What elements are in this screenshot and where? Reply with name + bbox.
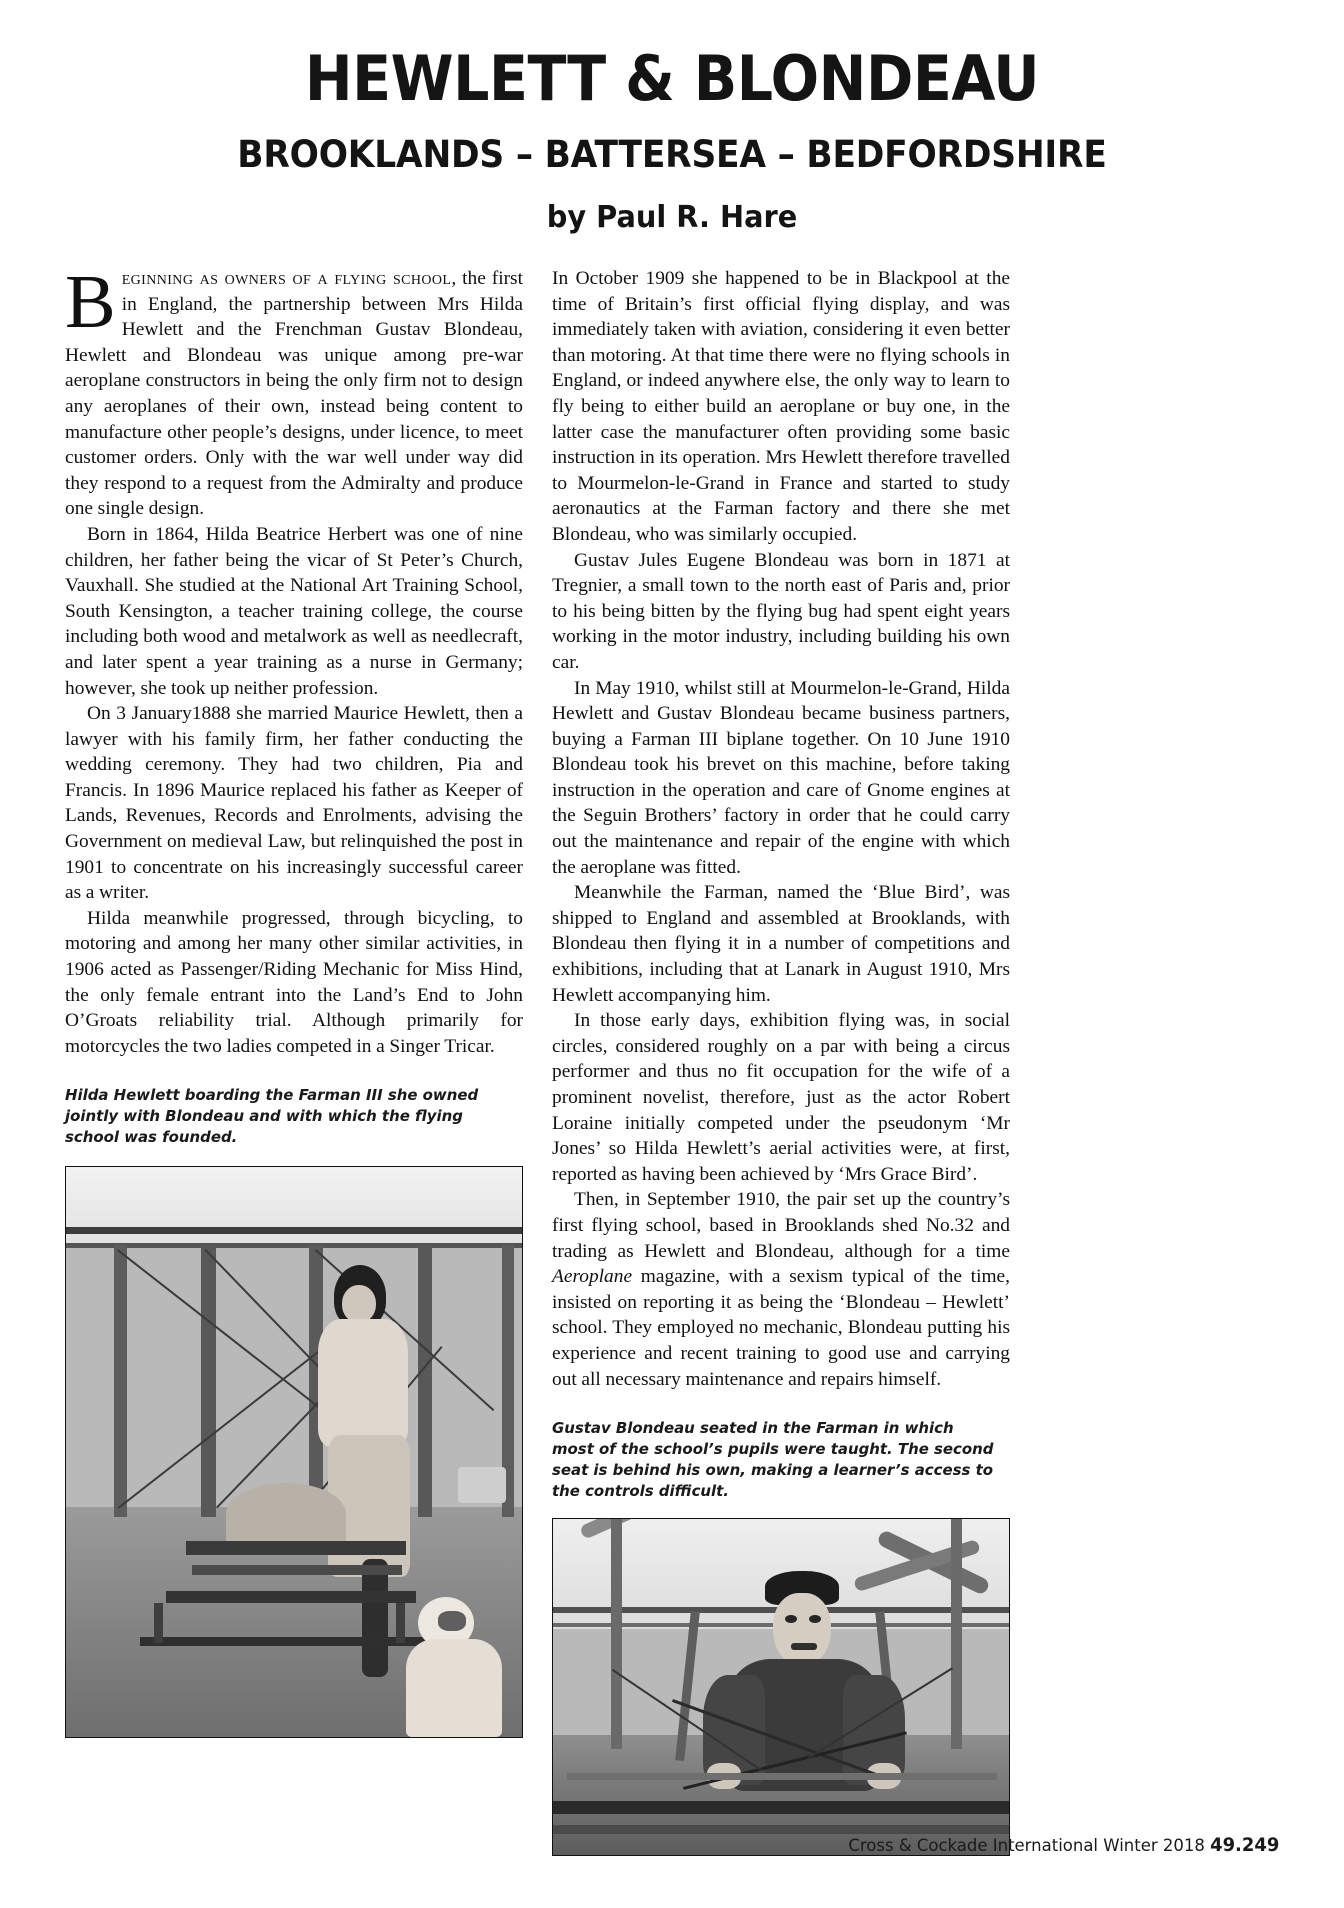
- paragraph: In those early days, exhibition flying was, in social circles, considered roughly on a par with being a circus performer and thus no fit occupation for the wife of a prominent novelist, therefore, just as the actor Robert Loraine initially competed under the pseudonym ‘Mr Jones’ so Hilda Hewlett’s aerial activities were, at first, reported as having been achieved by ‘Mrs Grace Bird’.: [552, 1010, 1010, 1185]
- paragraph: Gustav Jules Eugene Blondeau was born in 1871 at Tregnier, a small town to the north east of Paris and, prior to his being bitten by the flying bug had spent eight years working in the motor industry, including building his own car.: [552, 549, 1010, 673]
- footer-publication: Cross & Cockade International Winter 2018: [848, 1836, 1205, 1856]
- paragraph-text: , the first in England, the partnership between Mrs Hilda Hewlett and the Frenchman Gustav Blondeau, Hewlett and Blondeau was unique among pre-war aeroplane constructors in being the only firm not to design any aeroplanes of their own, instead being content to manufacture other people’s designs, under licence, to meet customer orders. Only with the war well under way did they respond to a request from the Admiralty and produce one single design.: [65, 268, 523, 520]
- paragraph: Hilda meanwhile progressed, through bicycling, to motoring and among her many other similar activities, in 1906 acted as Passenger/Riding Mechanic for Miss Hind, the only female entrant into the Land’s End to John O’Groats reliability trial. Although primarily for motorcycles the two ladies competed in a Singer Tricar.: [65, 907, 523, 1057]
- photo-gustav-blondeau-seated: [552, 1518, 1010, 1856]
- paragraph: [65, 260, 523, 522]
- author-byline: by Paul R. Hare: [546, 200, 798, 235]
- footer-page-number: 49.249: [1209, 1835, 1279, 1856]
- paragraph: Meanwhile the Farman, named the ‘Blue Bird’, was shipped to England and assembled at Brooklands, with Blondeau then flying it in a number of competitions and exhibitions, including that at Lanark in August 1910, Mrs Hewlett accompanying him.: [552, 882, 1010, 1006]
- paragraph-text: Then, in September 1910, the pair set up the country’s first flying school, based in Brooklands shed No.32 and trading as Hewlett and Blondeau, although for a time: [552, 1189, 1010, 1262]
- opening-small-caps: eginning as owners of a flying school: [121, 268, 452, 289]
- figure-caption: Hilda Hewlett boarding the Farman III she owned jointly with Blondeau and with which the flying school was founded.: [65, 1086, 479, 1147]
- figure-caption: Gustav Blondeau seated in the Farman in which most of the school’s pupils were taught. The second seat is behind his own, making a learner’s access to the controls difficult.: [552, 1419, 994, 1501]
- paragraph: In May 1910, whilst still at Mourmelon-le-Grand, Hilda Hewlett and Gustav Blondeau became business partners, buying a Farman III biplane together. On 10 June 1910 Blondeau took his brevet on this machine, before taking instruction in the operation and care of Gnome engines at the Seguin Brothers’ factory in order that he could carry out the maintenance and repair of the engine with which the aeroplane was fitted.: [552, 677, 1010, 878]
- article-columns: [65, 260, 1279, 1846]
- paragraph: On 3 January1888 she married Maurice Hewlett, then a lawyer with his family firm, her father conducting the wedding ceremony. They had two children, Pia and Francis. In 1896 Maurice replaced his father as Keeper of Lands, Revenues, Records and Enrolments, advising the Government on medieval Law, but relinquished the post in 1901 to concentrate on his increasingly successful career as a writer.: [65, 703, 523, 904]
- paragraph-text: magazine, with a sexism typical of the time, insisted on reporting it as being the ‘Blondeau – Hewlett’ school. They employed no mechanic, Blondeau putting his experience and recent training to good use and carrying out all necessary maintenance and repairs himself.: [552, 1266, 1010, 1390]
- drop-cap: B: [65, 260, 116, 344]
- masthead: [0, 0, 1344, 233]
- page-subtitle: BROOKLANDS – BATTERSEA – BEDFORDSHIRE: [237, 133, 1107, 176]
- paragraph: Born in 1864, Hilda Beatrice Herbert was one of nine children, her father being the vicar of St Peter’s Church, Vauxhall. She studied at the National Art Training School, South Kensington, a teacher training college, the course including both wood and metalwork as well as needlecraft, and later spent a year training as a nurse in Germany; however, she took up neither profession.: [65, 523, 523, 699]
- page-footer: [848, 1835, 1279, 1856]
- magazine-title-emphasis: Aeroplane: [552, 1266, 633, 1288]
- page-title: HEWLETT & BLONDEAU: [304, 42, 1040, 115]
- paragraph: [552, 1187, 1010, 1392]
- left-column: [65, 260, 523, 1738]
- right-column: [552, 266, 1010, 1856]
- photo-hilda-hewlett-boarding-farman: [65, 1166, 523, 1738]
- paragraph: In October 1909 she happened to be in Blackpool at the time of Britain’s first official flying display, and was immediately taken with aviation, considering it even better than motoring. At that time there were no flying schools in England, or indeed anywhere else, the only way to learn to fly being to either build an aeroplane or buy one, in the latter case the manufacturer often providing some basic instruction in its operation. Mrs Hewlett therefore travelled to Mourmelon-le-Grand in France and started to study aeronautics at the Farman factory and there she met Blondeau, who was similarly occupied.: [552, 268, 1010, 545]
